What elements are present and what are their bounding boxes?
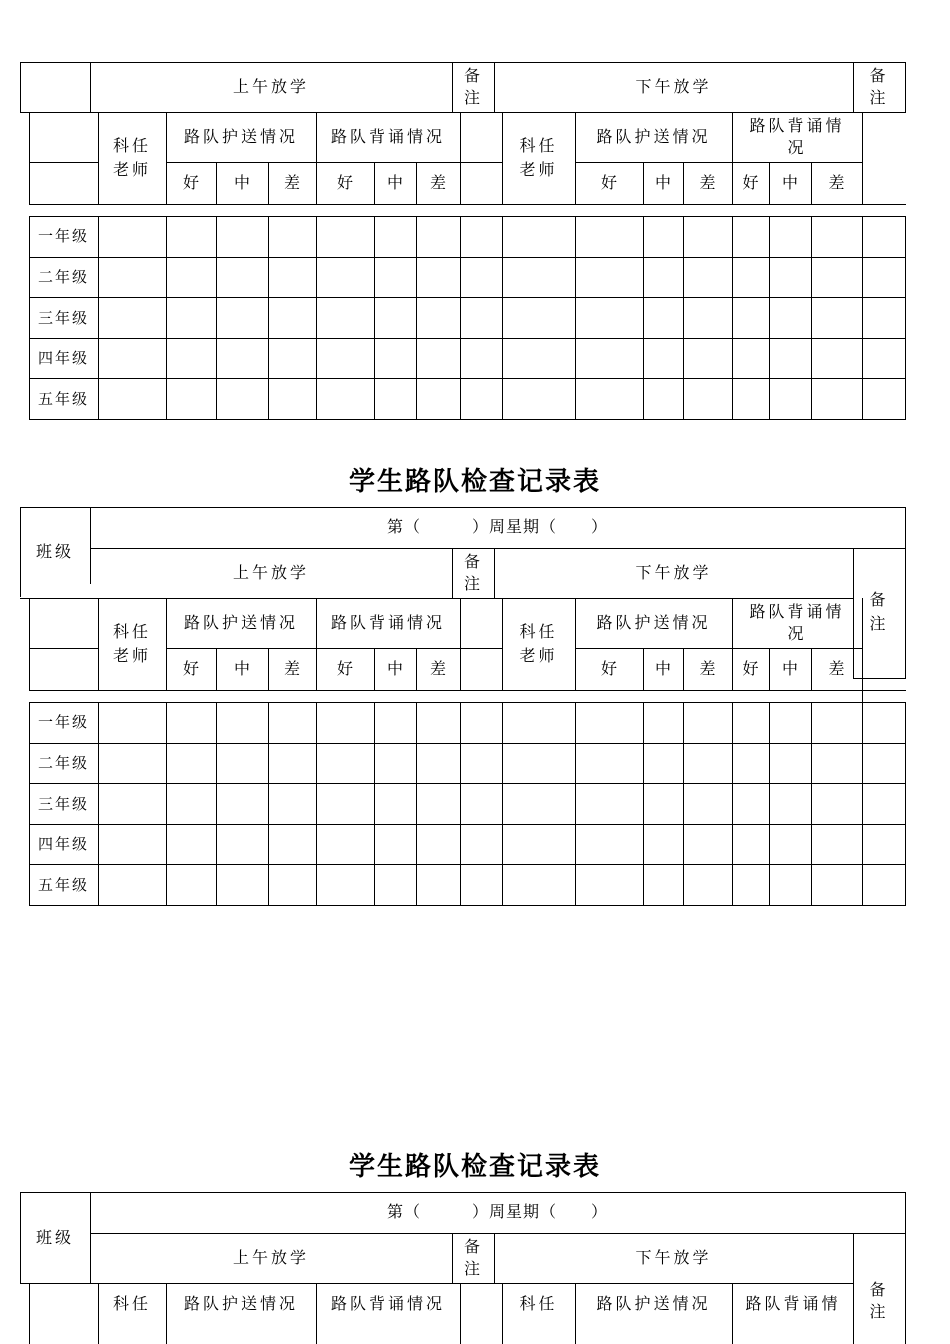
row-label: 五年级 [37,876,89,894]
week-line: 第（ ）周星期（ ） [386,517,608,536]
table-rule [460,216,461,419]
table-rule [460,162,503,163]
row-label: 一年级 [37,227,89,245]
recite-header-am: 路队背诵情况 [330,613,445,632]
grade-header: 差 [283,173,300,192]
remark-header-2: 备注 [869,1280,889,1321]
page-title: 学生路队检查记录表 [348,1152,601,1182]
page-title: 学生路队检查记录表 [348,467,601,497]
grade-header: 中 [781,659,798,678]
grade-header: 好 [742,659,759,678]
grade-header: 中 [781,173,798,192]
recite-header-pm: 路队背诵情况 [749,602,845,643]
table-rule [460,598,461,690]
table-rule [166,216,167,419]
table-rule [862,112,863,204]
table-rule [268,702,269,905]
table-rule [166,702,167,905]
afternoon-header: 下午放学 [635,77,712,96]
table-rule [20,62,906,63]
week-line: 第（ ）周星期（ ） [386,1202,608,1221]
table-rule [853,112,906,113]
grade-header: 好 [182,173,199,192]
table-rule [862,702,863,905]
morning-header: 上午放学 [232,563,309,582]
escort-header-pm: 路队护送情况 [596,1294,711,1313]
table-rule [29,204,906,205]
table-rule [643,702,644,905]
table-rule [643,216,644,419]
table-rule [29,648,99,649]
table-rule [683,702,684,905]
table-rule [268,216,269,419]
table-rule [683,216,684,419]
table-rule [862,598,863,690]
morning-header: 上午放学 [232,1248,309,1267]
remark-header-2: 备注 [869,66,889,107]
table-rule [216,702,217,905]
table-rule [29,338,906,339]
table-rule [862,216,863,419]
table-rule [732,702,733,905]
row-label: 二年级 [37,268,89,286]
table-rule [575,162,863,163]
class-label: 班级 [35,542,74,561]
table-rule [20,507,906,508]
remark-header-1: 备注 [464,66,484,107]
table-rule [29,743,906,744]
grade-header: 好 [742,173,759,192]
table-rule [416,702,417,905]
table-rule [20,62,21,112]
table-rule [29,162,99,163]
table-rule [575,648,863,649]
escort-header-pm: 路队护送情况 [596,127,711,146]
table-rule [374,702,375,905]
table-rule [29,690,906,691]
teacher-header-am: 科任老师 [112,622,151,665]
table-rule [29,598,30,690]
table-rule [29,112,30,204]
table-rule [374,216,375,419]
table-rule [29,824,906,825]
table-rule [732,1283,733,1344]
table-rule [460,648,503,649]
table-rule [98,216,99,419]
grade-header: 中 [386,173,403,192]
table-rule [905,216,906,419]
grade-header: 好 [600,659,617,678]
table-rule [811,702,812,905]
table-rule [316,702,317,905]
table-rule [905,507,906,548]
grade-header: 好 [336,173,353,192]
table-rule [862,690,863,702]
table-rule [316,1283,317,1344]
table-rule [29,783,906,784]
recite-header-pm: 路队背诵情 [745,1294,841,1313]
table-rule [905,548,906,678]
table-rule [98,1283,99,1344]
afternoon-header: 下午放学 [635,563,712,582]
table-rule [811,216,812,419]
recite-header-am: 路队背诵情况 [330,1294,445,1313]
table-rule [166,1283,167,1344]
table-rule [732,216,733,419]
table-rule [29,378,906,379]
grade-header: 中 [654,173,671,192]
table-rule [575,216,576,419]
table-rule [575,1283,576,1344]
grade-header: 中 [386,659,403,678]
grade-header: 差 [699,659,716,678]
table-rule [905,702,906,905]
teacher-header-am: 科任老师 [112,136,151,179]
escort-header-am: 路队护送情况 [183,613,298,632]
grade-header: 好 [336,659,353,678]
table-rule [769,216,770,419]
grade-header: 中 [233,173,250,192]
teacher-header-pm: 科任 [519,1294,558,1313]
afternoon-header: 下午放学 [635,1248,712,1267]
table-rule [575,702,576,905]
table-rule [460,1283,461,1344]
escort-header-am: 路队护送情况 [183,1294,298,1313]
table-rule [460,702,461,905]
table-rule [29,216,906,217]
table-rule [29,297,906,298]
grade-header: 差 [699,173,716,192]
table-rule [853,678,906,679]
remark-header-1: 备注 [464,552,484,593]
table-rule [29,702,906,703]
table-rule [905,1192,906,1344]
grade-header: 中 [233,659,250,678]
table-rule [90,548,906,549]
grade-header: 差 [429,659,446,678]
remark-header-1: 备注 [464,1237,484,1278]
table-rule [90,1233,906,1234]
table-rule [29,905,906,906]
table-rule [29,864,906,865]
grade-header: 差 [429,173,446,192]
grade-header: 好 [600,173,617,192]
remark-header-2: 备注 [869,590,889,633]
class-label: 班级 [35,1228,74,1247]
grade-header: 中 [654,659,671,678]
escort-header-am: 路队护送情况 [183,127,298,146]
table-rule [502,702,503,905]
table-rule [29,257,906,258]
table-rule [502,1283,503,1344]
grade-header: 好 [182,659,199,678]
table-rule [20,112,854,113]
table-rule [20,598,854,599]
grade-header: 差 [828,659,845,678]
grade-header: 差 [828,173,845,192]
row-label: 五年级 [37,390,89,408]
table-rule [416,216,417,419]
morning-header: 上午放学 [232,77,309,96]
table-rule [20,1283,854,1284]
row-label: 三年级 [37,309,89,327]
table-rule [905,62,906,112]
row-label: 四年级 [37,349,89,367]
row-label: 三年级 [37,795,89,813]
table-rule [216,216,217,419]
row-label: 二年级 [37,754,89,772]
teacher-header-pm: 科任老师 [519,622,558,665]
row-label: 四年级 [37,835,89,853]
table-rule [769,702,770,905]
table-rule [20,1192,906,1193]
recite-header-am: 路队背诵情况 [330,127,445,146]
row-label: 一年级 [37,713,89,731]
escort-header-pm: 路队护送情况 [596,613,711,632]
teacher-header-pm: 科任老师 [519,136,558,179]
grade-header: 差 [283,659,300,678]
table-rule [29,419,906,420]
table-rule [98,702,99,905]
table-rule [502,216,503,419]
table-rule [316,216,317,419]
table-rule [460,112,461,204]
teacher-header-am: 科任 [112,1294,151,1313]
table-rule [29,1283,30,1344]
recite-header-pm: 路队背诵情况 [749,116,845,157]
